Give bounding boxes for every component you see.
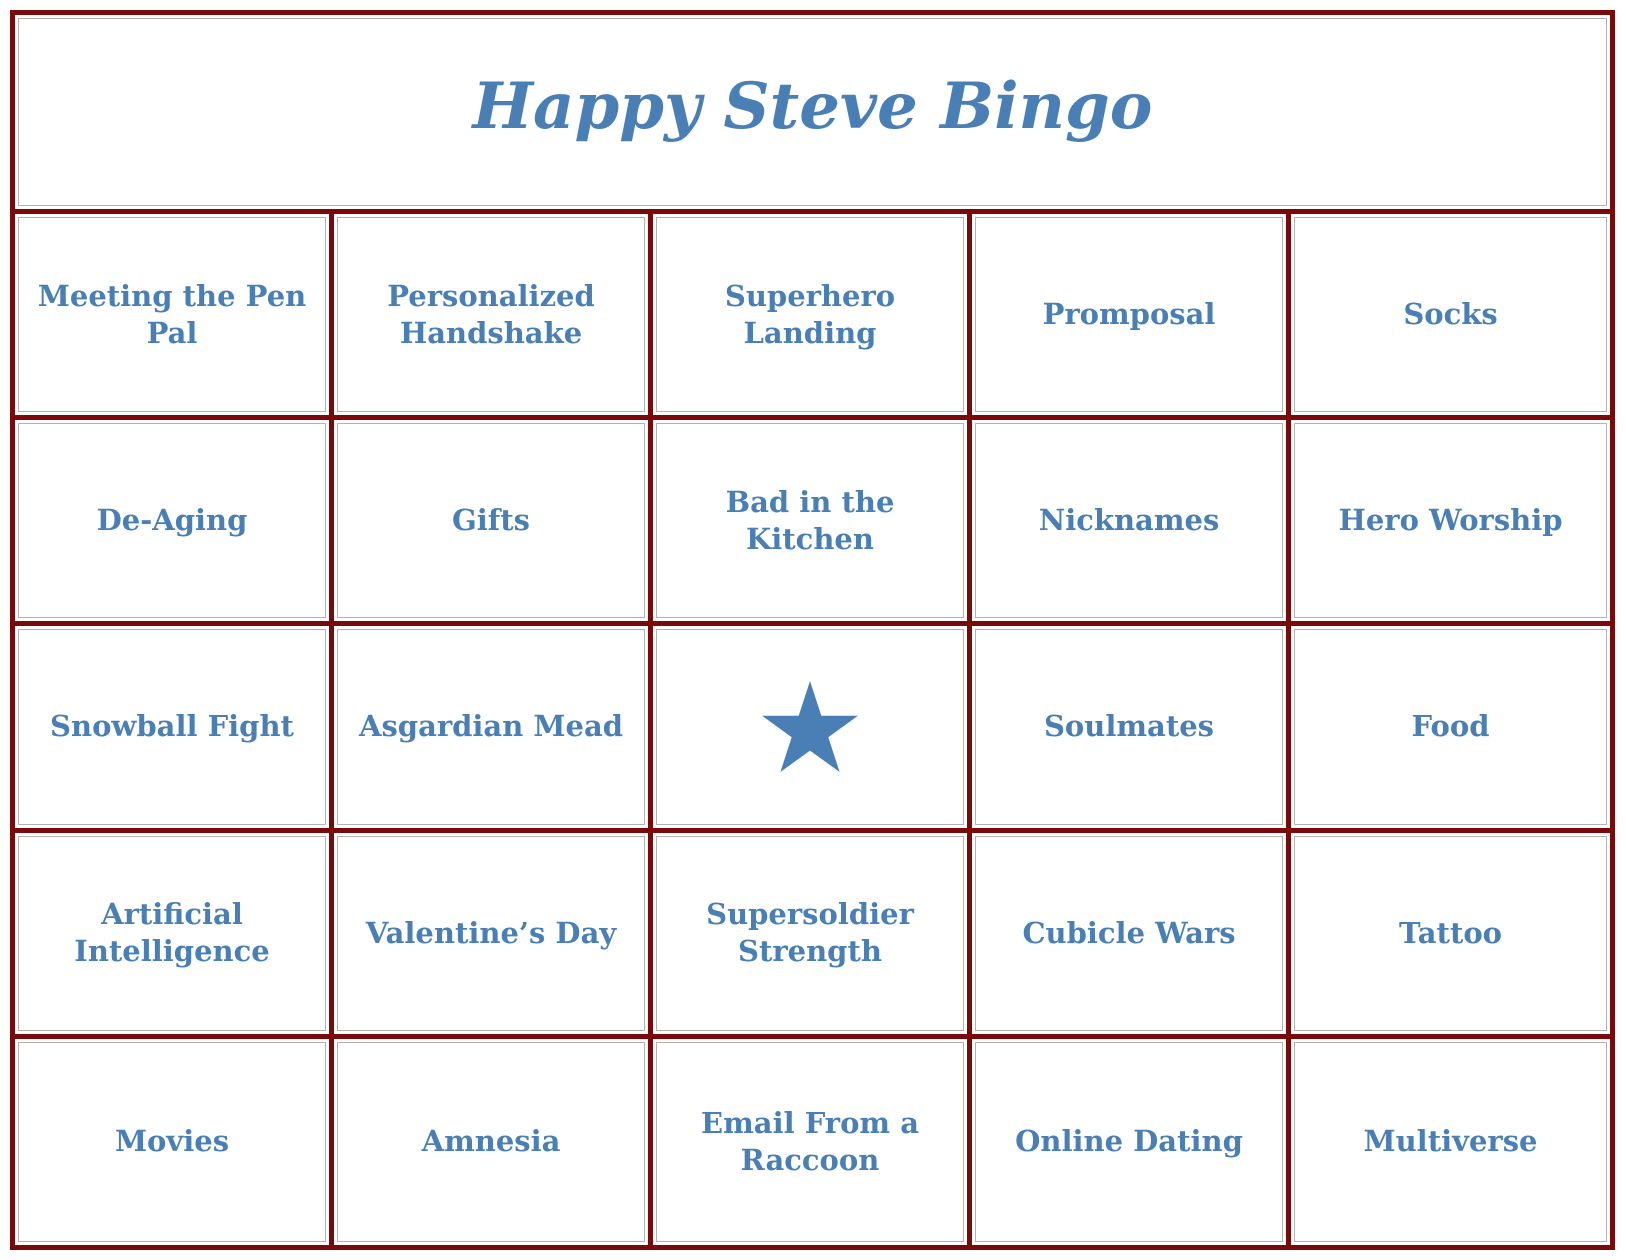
- bingo-cell-label: Movies: [114, 1124, 230, 1159]
- bingo-cell[interactable]: [972, 214, 1291, 420]
- bingo-cell-label: Personalized Handshake: [387, 278, 595, 350]
- bingo-cell[interactable]: [1291, 626, 1610, 832]
- bingo-cell-label: Bad in the Kitchen: [725, 484, 895, 556]
- bingo-cell-label: Supersoldier Strength: [706, 897, 914, 969]
- bingo-cell[interactable]: [653, 833, 972, 1039]
- bingo-cell[interactable]: [1291, 1039, 1610, 1245]
- bingo-cell[interactable]: [334, 420, 653, 626]
- bingo-cell[interactable]: [972, 626, 1291, 832]
- bingo-cell-label: Food: [1411, 709, 1490, 744]
- bingo-title: Happy Steve Bingo: [472, 68, 1153, 144]
- bingo-cell-label: Email From a Raccoon: [701, 1105, 919, 1177]
- bingo-cell-label: Nicknames: [1038, 503, 1220, 538]
- bingo-cell[interactable]: [1291, 833, 1610, 1039]
- bingo-cell-label: Promposal: [1042, 297, 1216, 332]
- bingo-cell[interactable]: [334, 1039, 653, 1245]
- bingo-cell-label: Valentine’s Day: [365, 915, 617, 950]
- bingo-cell[interactable]: [1291, 420, 1610, 626]
- bingo-cell-label: Asgardian Mead: [358, 709, 624, 744]
- bingo-cell-label: Gifts: [452, 503, 530, 538]
- bingo-cell[interactable]: [972, 833, 1291, 1039]
- bingo-cell-label: Online Dating: [1015, 1124, 1243, 1159]
- bingo-cell-label: Artificial Intelligence: [74, 897, 270, 969]
- bingo-cell-label: Multiverse: [1363, 1124, 1538, 1159]
- bingo-cell-label: Hero Worship: [1338, 503, 1563, 538]
- bingo-cell-label: Soulmates: [1043, 709, 1215, 744]
- bingo-cell-label: Superhero Landing: [724, 278, 896, 350]
- bingo-grid: [15, 214, 1610, 1245]
- bingo-cell[interactable]: [15, 1039, 334, 1245]
- bingo-header: [15, 15, 1610, 214]
- bingo-cell-label: Amnesia: [421, 1124, 561, 1159]
- bingo-free-space[interactable]: [653, 626, 972, 832]
- bingo-cell[interactable]: [653, 214, 972, 420]
- bingo-cell[interactable]: [334, 833, 653, 1039]
- bingo-cell-label: De-Aging: [96, 503, 248, 538]
- bingo-cell[interactable]: [972, 420, 1291, 626]
- bingo-cell[interactable]: [15, 420, 334, 626]
- bingo-cell-label: Tattoo: [1398, 915, 1503, 950]
- bingo-cell-label: Meeting the Pen Pal: [37, 278, 307, 350]
- bingo-cell-label: Socks: [1403, 297, 1498, 332]
- bingo-cell[interactable]: [653, 1039, 972, 1245]
- bingo-cell[interactable]: [334, 214, 653, 420]
- bingo-cell-label: Snowball Fight: [50, 709, 294, 744]
- bingo-cell[interactable]: [15, 626, 334, 832]
- bingo-cell[interactable]: [1291, 214, 1610, 420]
- bingo-cell[interactable]: [334, 626, 653, 832]
- bingo-card: [10, 10, 1615, 1250]
- bingo-cell[interactable]: [972, 1039, 1291, 1245]
- bingo-cell[interactable]: [15, 214, 334, 420]
- star-icon: [762, 681, 858, 773]
- bingo-cell[interactable]: [15, 833, 334, 1039]
- bingo-cell[interactable]: [653, 420, 972, 626]
- bingo-cell-label: Cubicle Wars: [1022, 915, 1236, 950]
